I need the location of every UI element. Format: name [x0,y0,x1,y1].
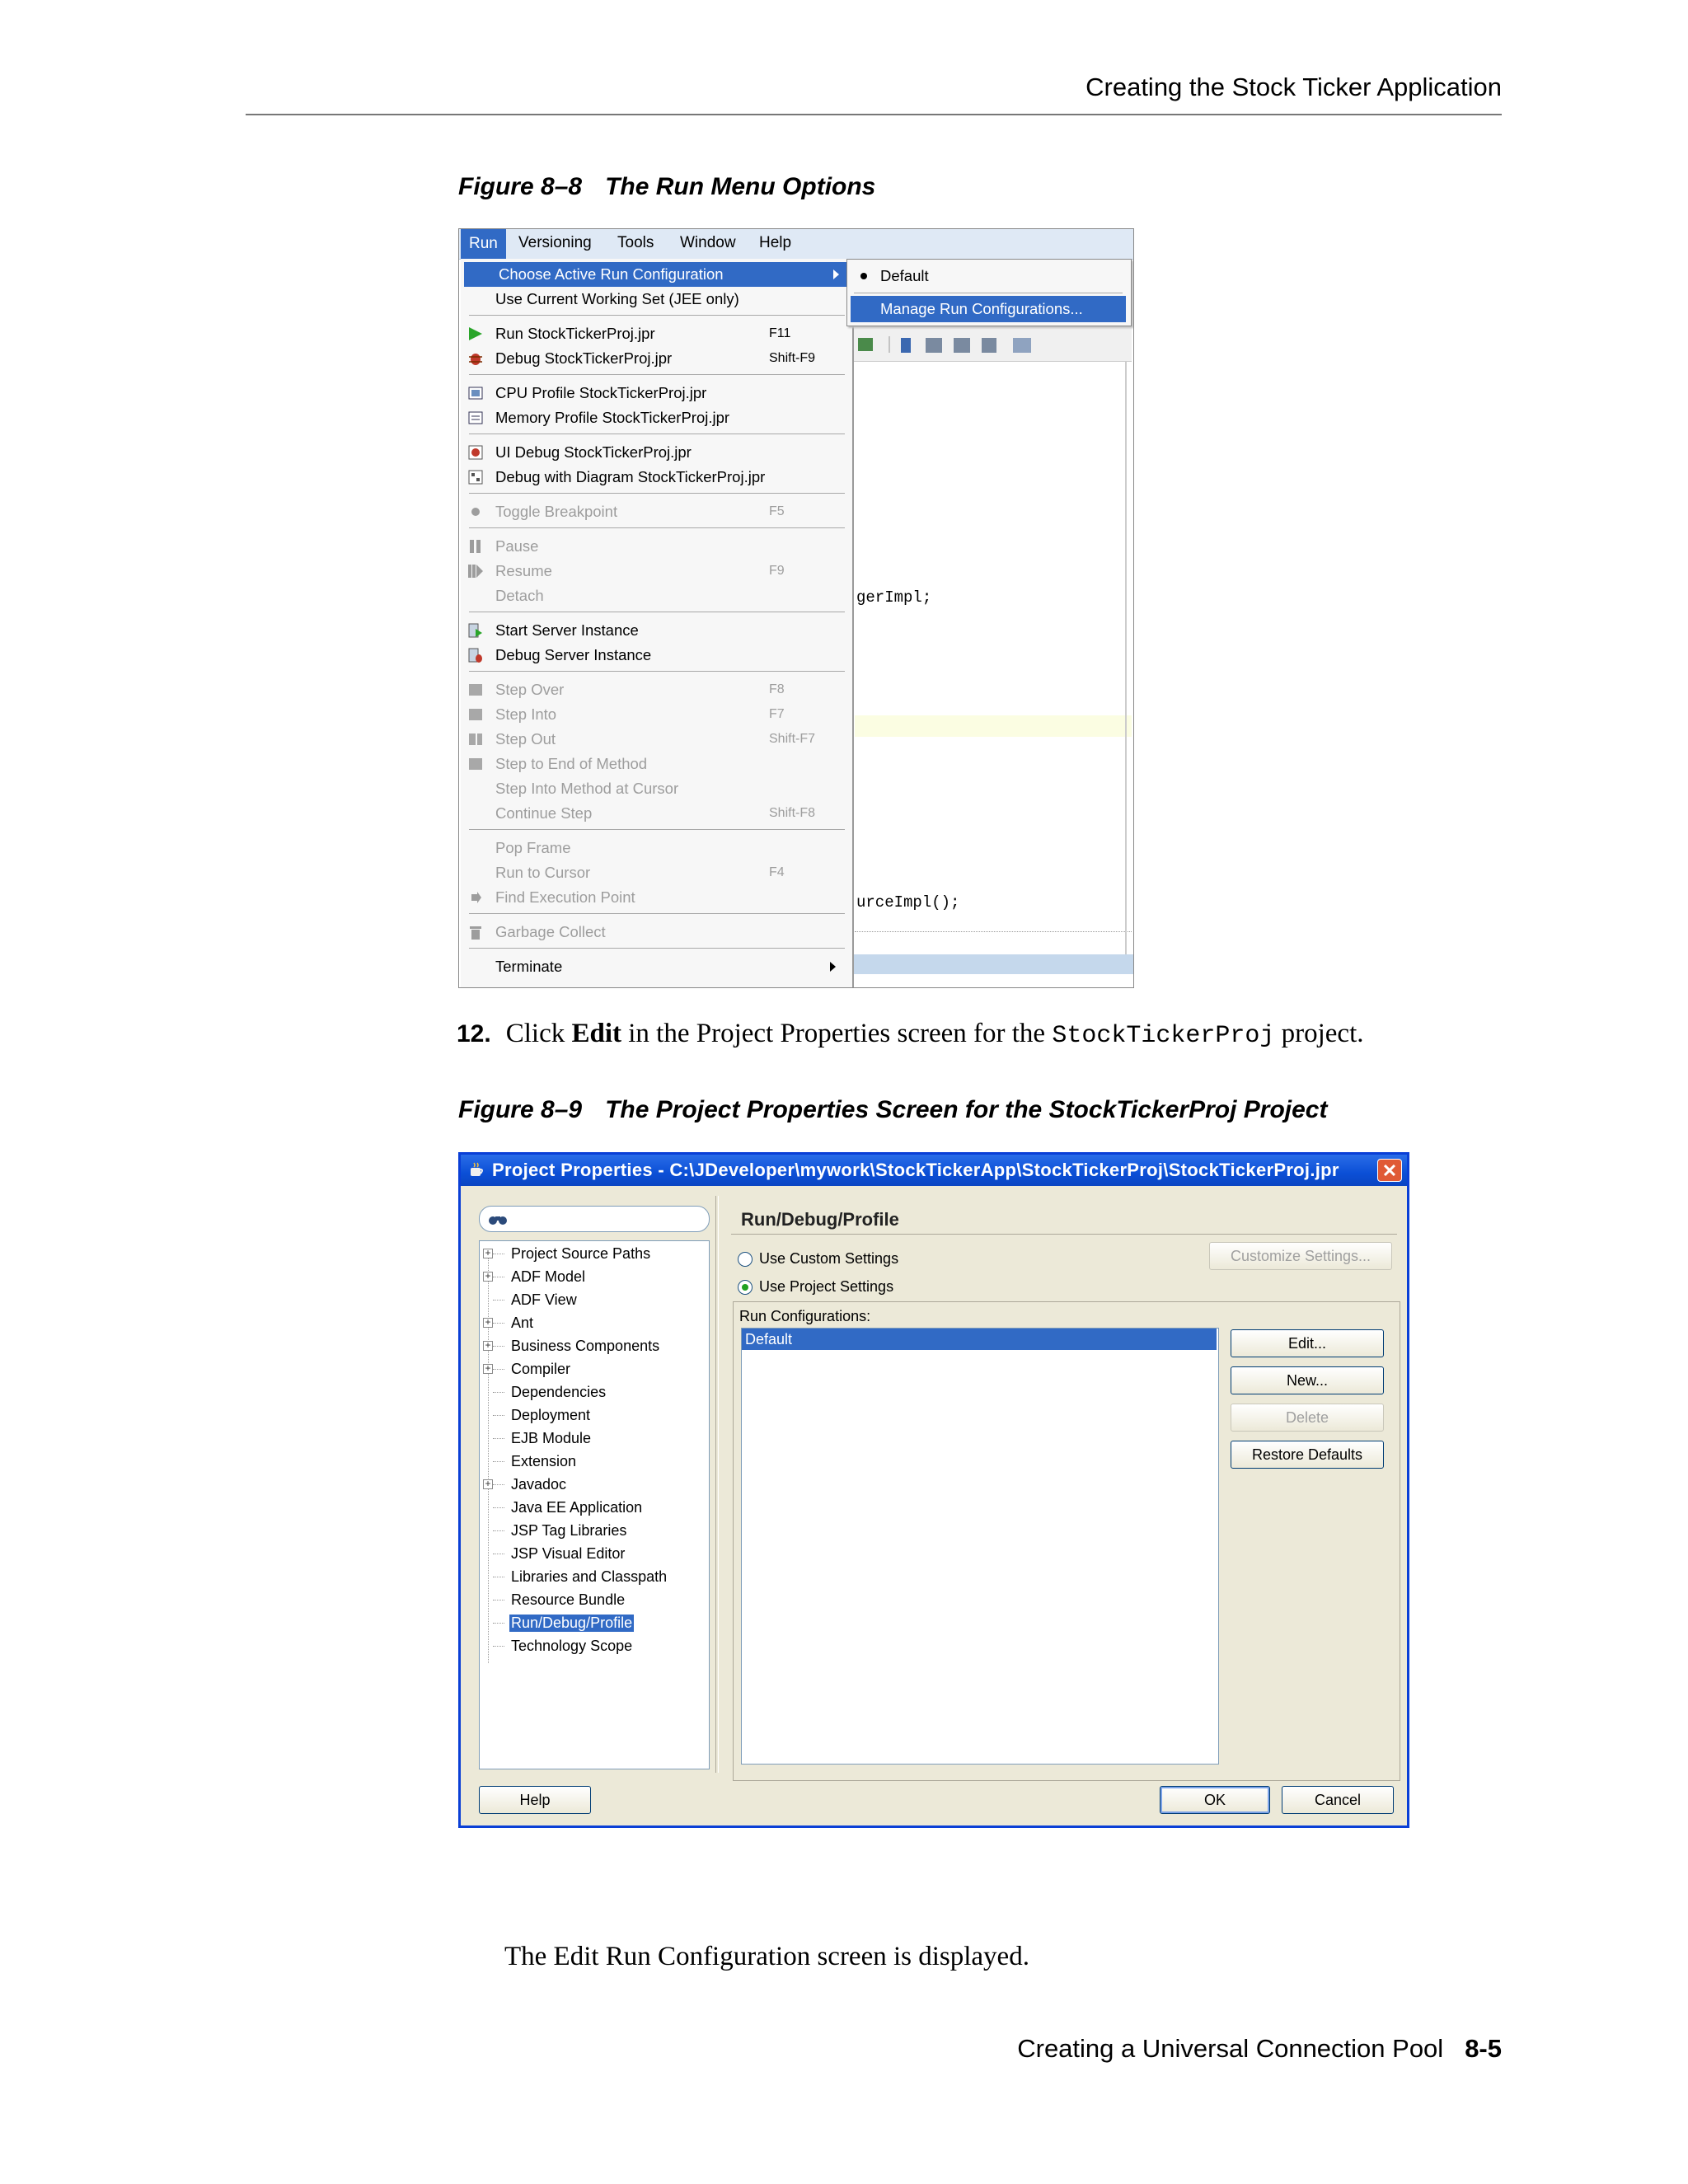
menu-item-run-to-cursor[interactable] [461,860,848,885]
menu-item-label: Detach [495,587,544,604]
resume-icon [467,563,484,579]
step-text: in the Project Properties screen for the [621,1019,1053,1048]
tree-item-label: Project Source Paths [511,1245,651,1262]
menu-item-label: Pop Frame [495,839,571,856]
tree-connector [493,1415,504,1416]
menu-separator [469,493,845,494]
tree-connector [493,1484,504,1485]
submenu-item-label: Manage Run Configurations... [880,300,1083,317]
expand-plus-icon[interactable]: + [483,1318,493,1328]
start-server-icon [467,622,484,639]
use-custom-settings-radio[interactable] [738,1252,753,1267]
new-button[interactable]: New... [1231,1366,1384,1394]
menu-item-label: Pause [495,537,539,555]
menu-item-label: Step to End of Method [495,755,648,772]
tree-item-label: Javadoc [511,1476,567,1493]
figure-8-9-caption [458,1096,1327,1124]
menu-item-terminate[interactable] [461,954,848,979]
tree-item-label: JSP Visual Editor [511,1545,626,1562]
menu-item-cpu-profile[interactable] [461,381,848,405]
tree-item-label: Libraries and Classpath [511,1568,668,1585]
current-line-highlight [855,715,1132,737]
tree-connector [493,1369,504,1370]
menu-item-debug[interactable] [461,346,848,371]
code-fragment: gerImpl; [856,588,932,607]
figure-number: Figure 8–8 [458,173,583,200]
expand-plus-icon[interactable]: + [483,1249,493,1258]
help-button[interactable]: Help [479,1786,591,1814]
edit-button[interactable]: Edit... [1231,1329,1384,1357]
menu-item-accelerator: Shift-F7 [769,732,816,746]
menu-item-label: Choose Active Run Configuration [499,265,724,283]
expand-plus-icon[interactable]: + [483,1364,493,1374]
tree-item-label: Deployment [511,1407,591,1423]
menu-separator [469,527,845,528]
menu-item-label: Terminate [495,958,563,975]
menu-item-accelerator: F5 [769,504,785,518]
memory-profile-icon [467,410,484,426]
submenu-item-default[interactable] [851,263,1126,289]
menu-item-label: Continue Step [495,804,593,822]
tree-connector [493,1623,504,1624]
menu-separator [469,948,845,949]
tree-connector [493,1530,504,1531]
menu-item-label: Start Server Instance [495,621,639,639]
footer-chapter: Creating a Universal Connection Pool [1017,2034,1444,2063]
run-configuration-submenu [846,259,1132,326]
result-paragraph: The Edit Run Configuration screen is displayed. [504,1942,1029,1971]
menu-item-memory-profile[interactable] [461,405,848,430]
tree-item-label: Business Components [511,1338,660,1354]
debug-bug-icon [467,350,484,367]
step-over-icon [467,682,484,698]
menu-item-detach[interactable] [461,583,848,608]
submenu-item-label: Default [880,267,929,284]
dialog-title: Project Properties - C:\JDeveloper\mywork\StockTickerApp\StockTickerProj\StockTickerProj.jpr [492,1160,1339,1180]
menu-item-label: Run StockTickerProj.jpr [495,325,655,342]
panel-title-rule [731,1234,1397,1235]
menu-item-resume[interactable] [461,559,848,583]
menu-item-label: Use Current Working Set (JEE only) [495,290,739,307]
tree-item-label: Dependencies [511,1384,607,1400]
menu-item-pause[interactable] [461,534,848,559]
step-text: project. [1274,1019,1364,1048]
tree-item-label: Ant [511,1315,534,1331]
menu-item-label: Debug StockTickerProj.jpr [495,349,673,367]
tree-connector [493,1346,504,1347]
dialog-title-bar[interactable] [461,1155,1407,1186]
menu-item-accelerator: F11 [769,326,791,340]
search-input[interactable] [479,1206,710,1232]
step-emphasis: Edit [571,1019,621,1048]
submenu-item-manage-run-configurations[interactable] [851,296,1126,322]
tree-item-label: EJB Module [511,1430,592,1446]
tree-item-label: Extension [511,1453,577,1469]
menu-tools[interactable]: Tools [617,234,654,251]
editor-status-strip [851,954,1133,974]
editor-background [851,336,1134,987]
step-text: Click [505,1019,572,1048]
menu-item-label: CPU Profile StockTickerProj.jpr [495,384,707,401]
tree-item-label: Technology Scope [511,1638,633,1654]
step-into-icon [467,706,484,723]
breakpoint-icon [467,504,484,520]
step-number: 12. [457,1020,491,1047]
expand-plus-icon[interactable]: + [483,1479,493,1489]
menu-item-start-server-instance[interactable] [461,618,848,643]
menu-item-use-current-working-set[interactable] [461,287,848,312]
menu-item-label: Run to Cursor [495,864,591,881]
menu-item-accelerator: F9 [769,564,785,578]
menu-item-accelerator: F4 [769,865,785,879]
run-menu-dropdown [461,259,854,988]
run-configurations-list[interactable] [741,1328,1219,1765]
header-rule [246,114,1502,115]
tree-item-label: Resource Bundle [511,1591,626,1608]
menu-item-label: Garbage Collect [495,923,606,940]
menu-item-label: Step Into Method at Cursor [495,780,679,797]
menu-separator [469,829,845,830]
menu-item-label: Toggle Breakpoint [495,503,618,520]
tree-connector [493,1300,504,1301]
editor-divider [855,931,1132,932]
coffee-cup-icon [467,1161,485,1179]
tree-connector [493,1461,504,1462]
menu-item-label: UI Debug StockTickerProj.jpr [495,443,692,461]
tree-connector [493,1507,504,1508]
trash-icon [467,924,484,940]
menu-item-garbage-collect[interactable] [461,920,848,944]
use-project-settings-label: Use Project Settings [759,1278,894,1295]
menu-item-debug-with-diagram[interactable] [461,465,848,490]
menu-item-accelerator: F7 [769,707,785,721]
menu-item-find-execution-point[interactable] [461,885,848,910]
tree-connector [493,1646,504,1647]
menu-item-choose-active-run-configuration[interactable] [464,262,846,287]
menu-item-label: Debug Server Instance [495,646,652,663]
selected-bullet-icon [860,273,867,279]
tree-item-label: JSP Tag Libraries [511,1522,627,1539]
tree-item-label: Run/Debug/Profile [511,1615,633,1631]
menu-separator [469,913,845,914]
ui-debug-icon [467,444,484,461]
menu-item-step-over[interactable] [461,677,848,702]
use-custom-settings-label: Use Custom Settings [759,1250,899,1267]
tree-item-label: ADF Model [511,1268,586,1285]
tree-connector [493,1600,504,1601]
menu-separator [469,374,845,375]
menu-item-accelerator: Shift-F8 [769,806,816,820]
menu-separator [469,315,845,316]
cancel-button[interactable]: Cancel [1282,1786,1394,1814]
menu-item-pop-frame[interactable] [461,836,848,860]
figure-title: The Project Properties Screen for the StockTickerProj Project [605,1096,1328,1123]
editor-margin [1125,361,1127,954]
menu-item-label: Resume [495,562,552,579]
step-end-icon [467,756,484,772]
tree-connector [493,1438,504,1439]
tree-connector [493,1392,504,1393]
menu-item-step-into-method-at-cursor[interactable] [461,776,848,801]
expand-plus-icon[interactable]: + [483,1341,493,1351]
close-button[interactable]: ✕ [1377,1159,1402,1182]
run-icon [467,326,484,342]
menu-item-label: Step Over [495,681,565,698]
menu-item-label: Step Into [495,705,557,723]
menu-item-label: Step Out [495,730,556,748]
menu-bar [459,229,1133,260]
page-number: 8-5 [1465,2034,1502,2063]
panel-title: Run/Debug/Profile [741,1209,899,1230]
step-out-icon [467,731,484,748]
use-project-settings-radio[interactable] [738,1280,753,1295]
menu-versioning[interactable]: Versioning [518,234,592,251]
menu-item-run[interactable] [461,321,848,346]
cpu-profile-icon [467,385,484,401]
menu-item-label: Debug with Diagram StockTickerProj.jpr [495,468,766,485]
delete-button[interactable]: Delete [1231,1404,1384,1432]
menu-separator [469,671,845,672]
menu-item-step-to-end-of-method[interactable] [461,752,848,776]
execution-point-icon [467,889,484,906]
menu-help[interactable]: Help [759,234,792,251]
toolbar-icons [851,328,1132,361]
step-12 [457,1019,1364,1050]
menu-item-debug-server-instance[interactable] [461,643,848,668]
step-code: StockTickerProj [1052,1022,1275,1050]
menu-item-toggle-breakpoint[interactable] [461,499,848,524]
project-properties-dialog [458,1152,1409,1828]
tree-item-label: Java EE Application [511,1499,643,1516]
ok-button[interactable]: OK [1160,1786,1270,1814]
menu-run[interactable]: Run [461,229,506,259]
tree-item-label: ADF View [511,1291,577,1308]
figure-title: The Run Menu Options [605,173,876,200]
binoculars-icon [488,1212,508,1226]
list-item[interactable]: Default [742,1329,1217,1350]
category-tree[interactable] [479,1240,710,1769]
customize-settings-button[interactable]: Customize Settings... [1209,1242,1392,1270]
panel-splitter[interactable] [715,1196,719,1773]
menu-window[interactable]: Window [680,234,736,251]
expand-plus-icon[interactable]: + [483,1272,493,1282]
menu-item-label: Find Execution Point [495,888,635,906]
menu-item-label: Memory Profile StockTickerProj.jpr [495,409,730,426]
running-head: Creating the Stock Ticker Application [1085,73,1502,101]
tree-connector [493,1323,504,1324]
menu-item-accelerator: F8 [769,682,785,696]
debug-server-icon [467,647,484,663]
page-footer [1017,2034,1502,2064]
menu-item-step-out[interactable] [461,727,848,752]
menu-item-ui-debug[interactable] [461,440,848,465]
run-menu-screenshot [458,228,1134,988]
submenu-arrow-icon [830,962,836,972]
editor-toolbar [851,328,1132,362]
figure-8-8-caption [458,173,875,201]
tree-item-label: Compiler [511,1361,571,1377]
run-configurations-label: Run Configurations: [739,1308,871,1324]
diagram-debug-icon [467,469,484,485]
code-fragment: urceImpl(); [856,893,960,912]
menu-item-continue-step[interactable] [461,801,848,826]
menu-item-accelerator: Shift-F9 [769,351,816,365]
figure-number: Figure 8–9 [458,1096,583,1123]
menu-item-step-into[interactable] [461,702,848,727]
restore-defaults-button[interactable]: Restore Defaults [1231,1441,1384,1469]
submenu-arrow-icon [833,269,839,279]
pause-icon [467,538,484,555]
